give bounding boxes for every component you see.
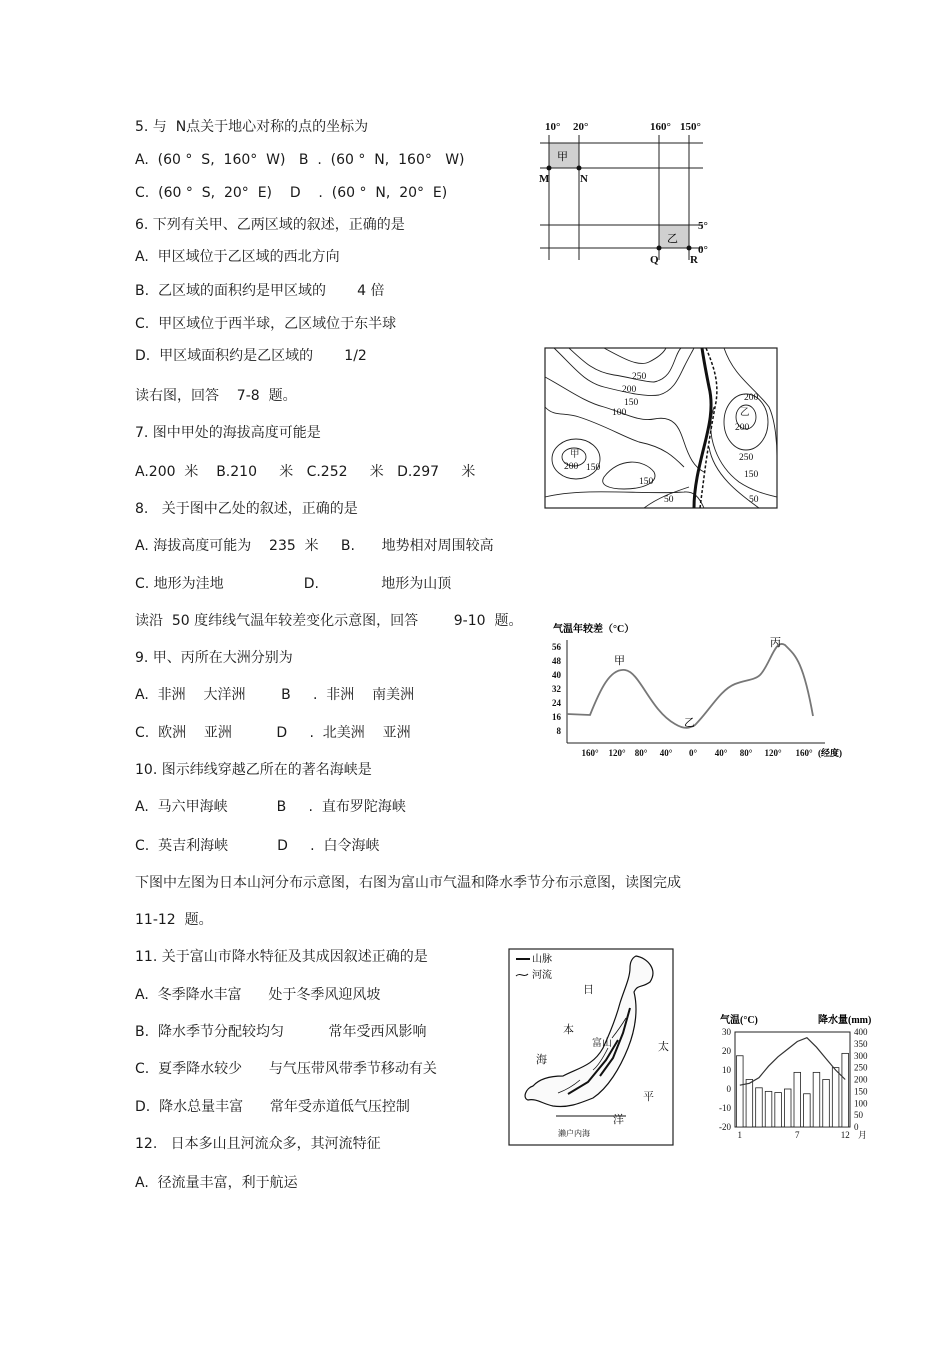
contour-label-50-b: 50 — [749, 495, 759, 505]
climate-y2tick: 150 — [854, 1086, 868, 1097]
contour-label-150-d: 150 — [744, 470, 759, 480]
svg-text:160°: 160° — [581, 748, 599, 758]
svg-text:40°: 40° — [659, 748, 673, 758]
precip-bar — [737, 1056, 744, 1127]
q11-12-intro-cont: 11-12 题。 — [135, 912, 213, 928]
label-ri: 日 — [583, 984, 594, 996]
q11-12-intro: 下图中左图为日本山河分布示意图，右图为富山市气温和降水季节分布示意图，读图完成 — [135, 875, 681, 891]
climate-ytick: -10 — [719, 1103, 731, 1113]
q10-option-cd: C. 英吉利海峡 D . 白令海峡 — [135, 838, 380, 854]
q7-8-intro: 读右图，回答 7-8 题。 — [135, 388, 297, 404]
precip-bar — [765, 1091, 772, 1127]
contour-label-200-a: 200 — [622, 385, 637, 395]
label-5deg: 5° — [698, 220, 708, 232]
label-tai: 太 — [658, 1041, 669, 1053]
svg-text:56: 56 — [552, 642, 561, 652]
q11-option-b: B. 降水季节分配较均匀 常年受西风影响 — [135, 1024, 427, 1040]
q11-option-a: A. 冬季降水丰富 处于冬季风迎风坡 — [135, 987, 381, 1003]
label-yang: 洋 — [613, 1114, 624, 1126]
climate-ylabel: 气温(°C) — [720, 1015, 758, 1026]
label-150deg: 150° — [680, 121, 701, 133]
temp-range-xlabel: (经度) — [818, 748, 842, 758]
point-n: N — [580, 173, 588, 185]
climate-ytick: 20 — [722, 1046, 731, 1056]
contour-label-150-c: 150 — [639, 477, 654, 487]
peak-jia: 甲 — [614, 655, 625, 667]
legend-river: 河流 — [532, 970, 552, 981]
peak-yi: 乙 — [684, 717, 695, 729]
precip-bar — [823, 1080, 830, 1128]
climate-xlabel: 月 — [858, 1130, 868, 1140]
q10-stem: 10. 图示纬线穿越乙所在的著名海峡是 — [135, 762, 372, 778]
svg-text:160°: 160° — [795, 748, 813, 758]
contour-label-200-b: 200 — [564, 462, 579, 472]
q6-option-b: B. 乙区域的面积约是甲区域的 4 倍 — [135, 283, 385, 299]
japan-rivers-mountains-map — [508, 948, 676, 1148]
svg-text:120°: 120° — [764, 748, 782, 758]
svg-text:40: 40 — [552, 670, 561, 680]
peak-bing: 丙 — [770, 637, 781, 649]
svg-text:16: 16 — [552, 712, 561, 722]
q6-option-d: D. 甲区域面积约是乙区域的 1/2 — [135, 348, 367, 364]
q12-option-a: A. 径流量丰富，利于航运 — [135, 1175, 298, 1191]
climate-y2tick: 0 — [854, 1122, 859, 1132]
q7-stem: 7. 图中甲处的海拔高度可能是 — [135, 425, 321, 441]
contour-label-200-c: 200 — [744, 393, 759, 403]
climate-ytick: 30 — [722, 1027, 731, 1037]
climate-xtick: 1 — [737, 1130, 743, 1140]
q6-option-a: A. 甲区域位于乙区域的西北方向 — [135, 249, 340, 265]
label-seto-sea: 濑户内海 — [558, 1129, 590, 1138]
climate-y2tick: 300 — [854, 1050, 868, 1061]
q12-stem: 12. 日本多山且河流众多，其河流特征 — [135, 1136, 381, 1152]
svg-text:32: 32 — [552, 684, 561, 694]
toyama-climate-chart — [700, 1010, 890, 1145]
svg-text:0°: 0° — [688, 748, 698, 758]
q7-options: A.200 米 B.210 米 C.252 米 D.297 米 — [135, 464, 476, 480]
contour-label-200-d: 200 — [735, 423, 750, 433]
q5-option-cd: C. (60 ° S, 20° E) D . (60 ° N, 20° E) — [135, 185, 448, 201]
precip-bar — [784, 1089, 791, 1127]
climate-y2tick: 100 — [854, 1098, 868, 1109]
precip-bar — [746, 1080, 753, 1128]
climate-y2tick: 250 — [854, 1062, 868, 1073]
contour-label-250: 250 — [632, 372, 647, 382]
annual-temp-range-chart — [545, 620, 850, 760]
precip-bar — [756, 1088, 763, 1127]
q11-option-d: D. 降水总量丰富 常年受赤道低气压控制 — [135, 1099, 410, 1115]
label-160deg: 160° — [650, 121, 671, 133]
label-0deg: 0° — [698, 244, 708, 256]
temp-range-ylabel: 气温年较差（°C） — [553, 624, 635, 635]
climate-xtick: 12 — [840, 1130, 850, 1140]
precip-bar — [804, 1094, 811, 1127]
place-jia: 甲 — [570, 450, 580, 460]
contour-label-150-a: 150 — [624, 398, 639, 408]
svg-text:48: 48 — [552, 656, 561, 666]
point-q: Q — [650, 254, 659, 266]
label-ping: 平 — [643, 1091, 654, 1103]
climate-xtick: 7 — [795, 1130, 800, 1140]
point-r: R — [690, 254, 698, 266]
climate-y2label: 降水量(mm) — [818, 1015, 872, 1026]
precip-bar — [832, 1068, 839, 1127]
svg-text:8: 8 — [556, 726, 561, 736]
q9-option-cd: C. 欧洲 亚洲 D . 北美洲 亚洲 — [135, 725, 411, 741]
q8-stem: 8. 关于图中乙处的叙述，正确的是 — [135, 501, 358, 517]
q5-option-ab: A. (60 ° S, 160° W) B . (60 ° N, 160° W) — [135, 152, 465, 168]
svg-text:80°: 80° — [634, 748, 648, 758]
region-jia-label: 甲 — [557, 151, 568, 163]
temperature-line — [740, 1038, 845, 1086]
q9-10-intro: 读沿 50 度纬线气温年较差变化示意图，回答 9-10 题。 — [135, 613, 523, 629]
climate-ytick: 0 — [726, 1084, 731, 1094]
q9-stem: 9. 甲、丙所在大洲分别为 — [135, 650, 293, 666]
svg-text:80°: 80° — [739, 748, 753, 758]
q6-stem: 6. 下列有关甲、乙两区域的叙述，正确的是 — [135, 217, 405, 233]
svg-text:40°: 40° — [714, 748, 728, 758]
contour-label-100: 100 — [612, 408, 627, 418]
point-m: M — [539, 173, 550, 185]
contour-label-250-b: 250 — [739, 453, 754, 463]
precip-bar — [775, 1093, 782, 1127]
q10-option-ab: A. 马六甲海峡 B . 直布罗陀海峡 — [135, 799, 406, 815]
climate-y2tick: 200 — [854, 1074, 868, 1085]
q8-option-ab: A. 海拔高度可能为 235 米 B. 地势相对周围较高 — [135, 538, 494, 554]
legend-mountain: 山脉 — [532, 954, 552, 965]
contour-label-50-a: 50 — [664, 495, 674, 505]
svg-text:120°: 120° — [608, 748, 626, 758]
label-10deg: 10° — [545, 121, 561, 133]
place-yi: 乙 — [740, 408, 750, 418]
climate-y2tick: 50 — [854, 1110, 863, 1121]
q9-option-ab: A. 非洲 大洋洲 B . 非洲 南美洲 — [135, 687, 415, 703]
q6-option-c: C. 甲区域位于西半球，乙区域位于东半球 — [135, 316, 397, 332]
precip-bar — [842, 1053, 849, 1127]
q11-stem: 11. 关于富山市降水特征及其成因叙述正确的是 — [135, 949, 428, 965]
climate-ytick: 10 — [722, 1065, 731, 1075]
q8-option-cd: C. 地形为洼地 D. 地形为山顶 — [135, 576, 452, 592]
lat-long-grid-figure — [535, 115, 720, 270]
svg-text:24: 24 — [552, 698, 561, 708]
climate-ytick: -20 — [719, 1122, 731, 1132]
label-20deg: 20° — [573, 121, 589, 133]
label-ben: 本 — [563, 1024, 574, 1036]
q5-stem: 5. 与 N点关于地心对称的点的坐标为 — [135, 119, 369, 135]
region-yi-label: 乙 — [667, 233, 678, 245]
contour-label-150-b: 150 — [586, 463, 601, 473]
climate-y2tick: 350 — [854, 1038, 868, 1049]
precip-bar — [813, 1072, 820, 1127]
climate-y2tick: 400 — [854, 1027, 868, 1037]
precip-bar — [794, 1072, 801, 1127]
q11-option-c: C. 夏季降水较少 与气压带风带季节移动有关 — [135, 1061, 437, 1077]
contour-map-figure — [544, 347, 778, 509]
label-toyama: 富山 — [592, 1038, 612, 1049]
label-hai: 海 — [536, 1054, 547, 1066]
temp-range-curve — [567, 644, 813, 728]
